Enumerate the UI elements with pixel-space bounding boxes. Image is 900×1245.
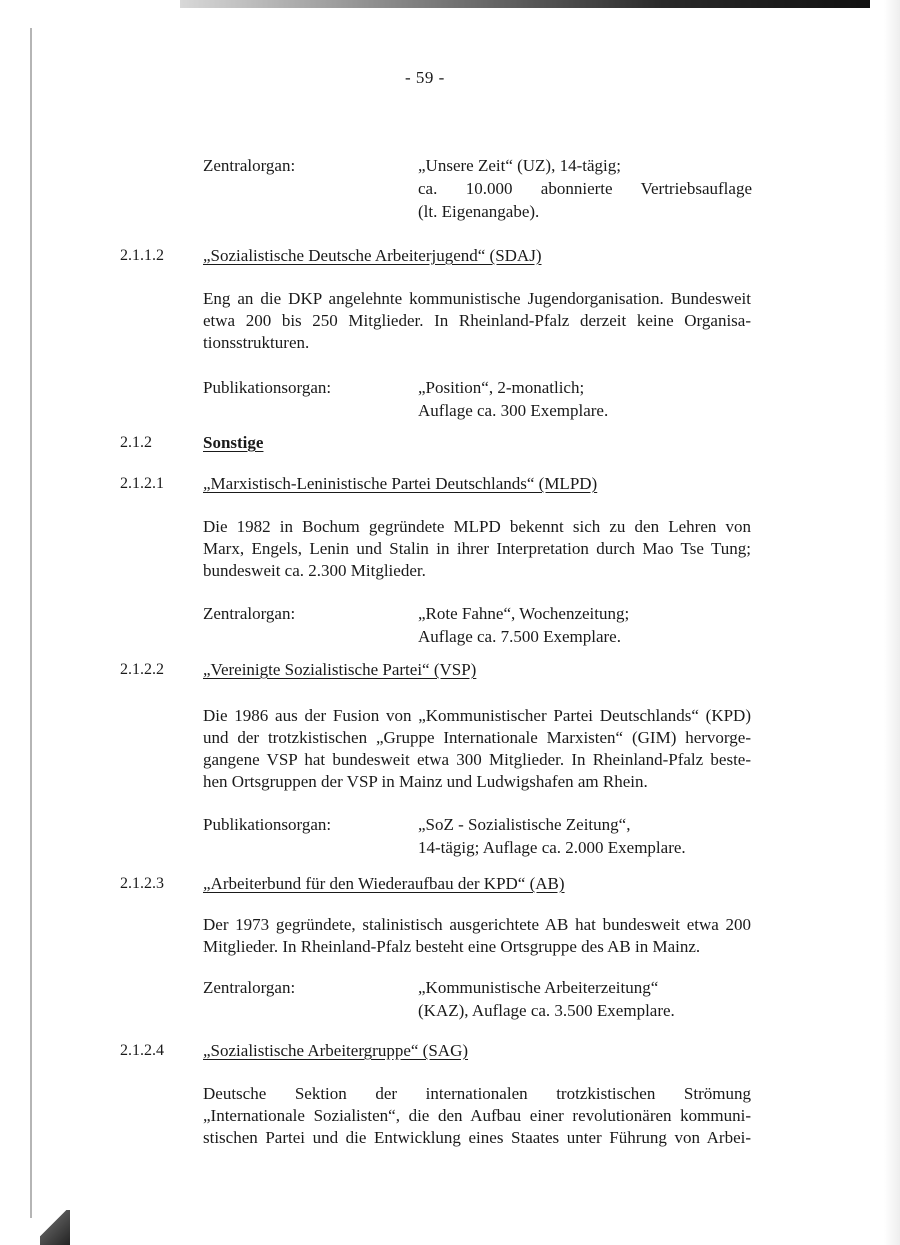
section-title-ab: „Arbeiterbund für den Wiederaufbau der KPD“ (AB) — [203, 874, 565, 893]
ab-pub-label: Zentralorgan: — [203, 978, 296, 997]
section-number-212: 2.1.2 — [120, 434, 152, 451]
mlpd-pub-label: Zentralorgan: — [203, 604, 296, 623]
section-paragraph-sag — [203, 1083, 751, 1149]
sdaj-pub-label: Publikationsorgan: — [203, 378, 332, 397]
paragraph-line: Marx, Engels, Lenin und Stalin in ihrer Interpretation durch Mao Tse Tung; — [203, 539, 751, 558]
mlpd-pub-line-2: Auflage ca. 7.500 Exemplare. — [418, 627, 621, 646]
paragraph-line: stischen Partei und die Entwicklung eines Staates unter Führung von Arbei- — [203, 1128, 751, 1147]
section-title-mlpd: „Marxistisch-Leninistische Partei Deutschlands“ (MLPD) — [203, 474, 598, 493]
section-number-2112: 2.1.1.2 — [120, 247, 164, 264]
paragraph-line: Eng an die DKP angelehnte kommunistische Jugendorganisation. Bundesweit — [203, 289, 751, 308]
paragraph-line: Der 1973 gegründete, stalinistisch ausgerichtete AB hat bundesweit etwa 200 — [203, 915, 751, 934]
vsp-pub-label: Publikationsorgan: — [203, 815, 332, 834]
uz-label: Zentralorgan: — [203, 156, 296, 175]
paragraph-line: hen Ortsgruppen der VSP in Mainz und Ludwigshafen am Rhein. — [203, 772, 648, 791]
scan-edge-top — [180, 0, 870, 8]
section-number-2123: 2.1.2.3 — [120, 875, 164, 892]
ab-pub-line-1: „Kommunistische Arbeiterzeitung“ — [418, 978, 659, 997]
section-title-sag: „Sozialistische Arbeitergruppe“ (SAG) — [203, 1041, 469, 1060]
scan-corner-bottom-left — [40, 1210, 70, 1245]
vsp-pub-line-2: 14-tägig; Auflage ca. 2.000 Exemplare. — [418, 838, 686, 857]
page-number: - 59 - — [405, 68, 445, 87]
section-paragraph-vsp — [203, 705, 751, 793]
section-paragraph-sdaj — [203, 288, 751, 354]
section-title-sonstige: Sonstige — [203, 433, 264, 452]
sdaj-pub-line-1: „Position“, 2-monatlich; — [418, 378, 585, 397]
section-number-2124: 2.1.2.4 — [120, 1042, 164, 1059]
section-title-vsp: „Vereinigte Sozialistische Partei“ (VSP) — [203, 660, 477, 679]
paragraph-line: bundesweit ca. 2.300 Mitglieder. — [203, 561, 426, 580]
mlpd-pub-line-1: „Rote Fahne“, Wochenzeitung; — [418, 604, 630, 623]
paragraph-line: „Internationale Sozialisten“, die den Aufbau einer revolutionären kommuni- — [203, 1106, 751, 1125]
sdaj-pub-line-2: Auflage ca. 300 Exemplare. — [418, 401, 609, 420]
paragraph-line: Mitglieder. In Rheinland-Pfalz besteht eine Ortsgruppe des AB in Mainz. — [203, 937, 701, 956]
uz-line-2: ca. 10.000 abonnierte Vertriebsauflage — [418, 179, 752, 198]
ab-pub-line-2: (KAZ), Auflage ca. 3.500 Exemplare. — [418, 1001, 675, 1020]
scan-edge-right — [884, 0, 900, 1245]
paragraph-line: Die 1986 aus der Fusion von „Kommunistischer Partei Deutschlands“ (KPD) — [203, 706, 751, 725]
paragraph-line: etwa 200 bis 250 Mitglieder. In Rheinland-Pfalz derzeit keine Organisa- — [203, 311, 751, 330]
section-paragraph-mlpd — [203, 516, 751, 582]
section-number-2122: 2.1.2.2 — [120, 661, 164, 678]
section-number-2121: 2.1.2.1 — [120, 475, 164, 492]
section-title-sdaj: „Sozialistische Deutsche Arbeiterjugend“ (SDAJ) — [203, 246, 542, 265]
paragraph-line: Die 1982 in Bochum gegründete MLPD bekennt sich zu den Lehren von — [203, 517, 751, 536]
uz-line-3: (lt. Eigenangabe). — [418, 202, 540, 221]
paragraph-line: und der trotzkistischen „Gruppe Internationale Marxisten“ (GIM) hervorge- — [203, 728, 751, 747]
section-paragraph-ab — [203, 914, 751, 958]
paragraph-line: gangene VSP hat bundesweit etwa 300 Mitglieder. In Rheinland-Pfalz beste- — [203, 750, 751, 769]
paragraph-line: Deutsche Sektion der internationalen trotzkistischen Strömung — [203, 1084, 751, 1103]
vsp-pub-line-1: „SoZ - Sozialistische Zeitung“, — [418, 815, 631, 834]
paragraph-line: tionsstrukturen. — [203, 333, 310, 352]
uz-line-1: „Unsere Zeit“ (UZ), 14-tägig; — [418, 156, 621, 175]
scan-edge-left — [30, 28, 32, 1218]
